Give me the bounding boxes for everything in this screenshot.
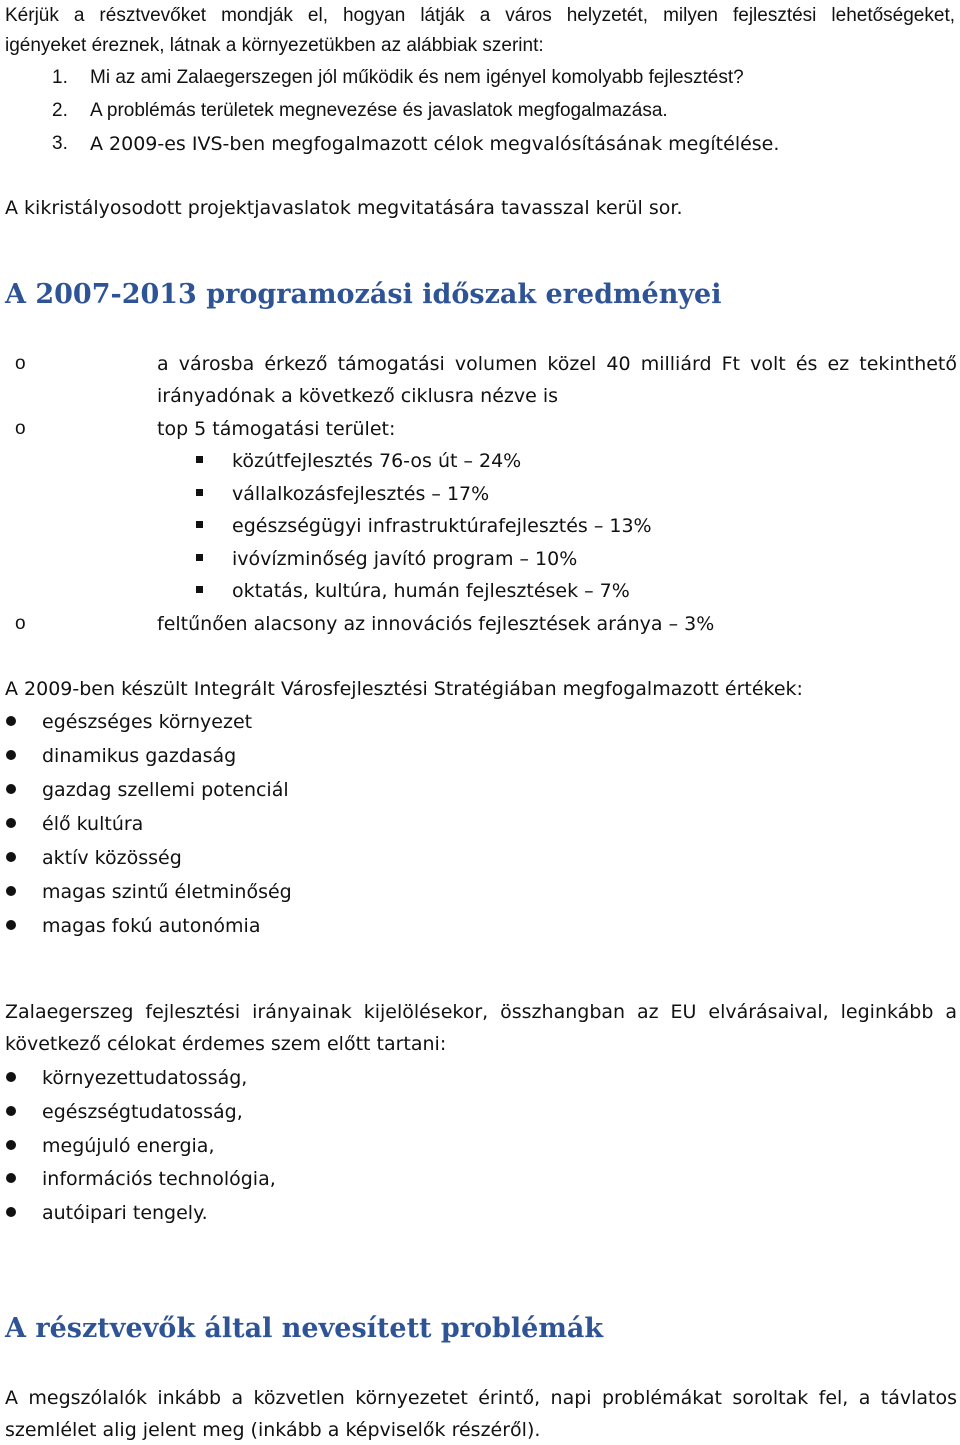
bullet-dot-v7 [6,920,16,930]
numbered-item-2-number: 2. [52,100,68,121]
results-item-3: feltűnően alacsony az innovációs fejlesztések aránya – 3% [157,613,715,635]
funding-area-4: ivóvízminőség javító program – 10% [232,548,578,570]
section-heading-results: A 2007-2013 programozási időszak eredményei [5,279,722,310]
funding-area-2: vállalkozásfejlesztés – 17% [232,483,490,505]
ivs-value-2: dinamikus gazdaság [42,745,237,767]
results-item-2: top 5 támogatási terület: [157,418,396,440]
bullet-dot-v6 [6,886,16,896]
numbered-item-3-text: A 2009-es IVS-ben megfogalmazott célok megvalósításának megítélése. [90,133,780,155]
goal-3: megújuló energia, [42,1135,215,1157]
section-heading-problems: A résztvevők által nevesített problémák [5,1313,604,1344]
problems-line-2: szemlélet alig jelent meg (inkább a képviselők részéről). [5,1419,541,1441]
directions-line-1: Zalaegerszeg fejlesztési irányainak kijelölésekor, összhangban az EU elvárásaival, leginkább a [5,1001,957,1023]
bullet-dot-v1 [6,716,16,726]
hollow-bullet-1: o [15,353,26,374]
directions-line-2: következő célokat érdemes szem előtt tartani: [5,1033,447,1055]
bullet-dot-g4 [6,1173,16,1183]
square-bullet-4 [196,554,203,561]
intro-line-2: igényeket éreznek, látnak a környezetükben az alábbiak szerint: [5,35,544,56]
closing-sentence: A kikristályosodott projektjavaslatok megvitatására tavasszal kerül sor. [5,197,683,219]
numbered-item-2-text: A problémás területek megnevezése és javaslatok megfogalmazása. [90,100,668,121]
bullet-dot-g3 [6,1140,16,1150]
ivs-value-6: magas szintű életminőség [42,881,292,903]
ivs-value-7: magas fokú autonómia [42,915,261,937]
goal-4: információs technológia, [42,1168,276,1190]
problems-line-1: A megszólalók inkább a közvetlen környezetet érintő, napi problémákat soroltak fel, a távlatos [5,1387,957,1409]
goal-1: környezettudatosság, [42,1067,248,1089]
bullet-dot-v4 [6,818,16,828]
numbered-item-1-number: 1. [52,67,68,88]
funding-area-1: közútfejlesztés 76-os út – 24% [232,450,522,472]
bullet-dot-v3 [6,784,16,794]
intro-line-1: Kérjük a résztvevőket mondják el, hogyan látják a város helyzetét, milyen fejlesztési lehetőségeket, [5,5,955,26]
ivs-value-3: gazdag szellemi potenciál [42,779,289,801]
ivs-intro: A 2009-ben készült Integrált Városfejlesztési Stratégiában megfogalmazott értékek: [5,678,803,700]
bullet-dot-g1 [6,1072,16,1082]
hollow-bullet-2: o [15,418,26,439]
square-bullet-1 [196,456,203,463]
ivs-value-1: egészséges környezet [42,711,253,733]
square-bullet-3 [196,521,203,528]
results-item-1-line-1: a városba érkező támogatási volumen közel 40 milliárd Ft volt és ez tekinthető [157,353,957,375]
bullet-dot-v2 [6,750,16,760]
square-bullet-5 [196,586,203,593]
square-bullet-2 [196,489,203,496]
numbered-item-3-number: 3. [52,133,68,154]
hollow-bullet-3: o [15,613,26,634]
funding-area-5: oktatás, kultúra, humán fejlesztések – 7% [232,580,630,602]
bullet-dot-v5 [6,852,16,862]
bullet-dot-g2 [6,1106,16,1116]
bullet-dot-g5 [6,1207,16,1217]
results-item-1-line-2: irányadónak a következő ciklusra nézve is [157,385,559,407]
goal-2: egészségtudatosság, [42,1101,243,1123]
goal-5: autóipari tengely. [42,1202,208,1224]
ivs-value-4: élő kultúra [42,813,144,835]
funding-area-3: egészségügyi infrastruktúrafejlesztés – 13% [232,515,652,537]
ivs-value-5: aktív közösség [42,847,182,869]
numbered-item-1-text: Mi az ami Zalaegerszegen jól működik és nem igényel komolyabb fejlesztést? [90,67,744,88]
